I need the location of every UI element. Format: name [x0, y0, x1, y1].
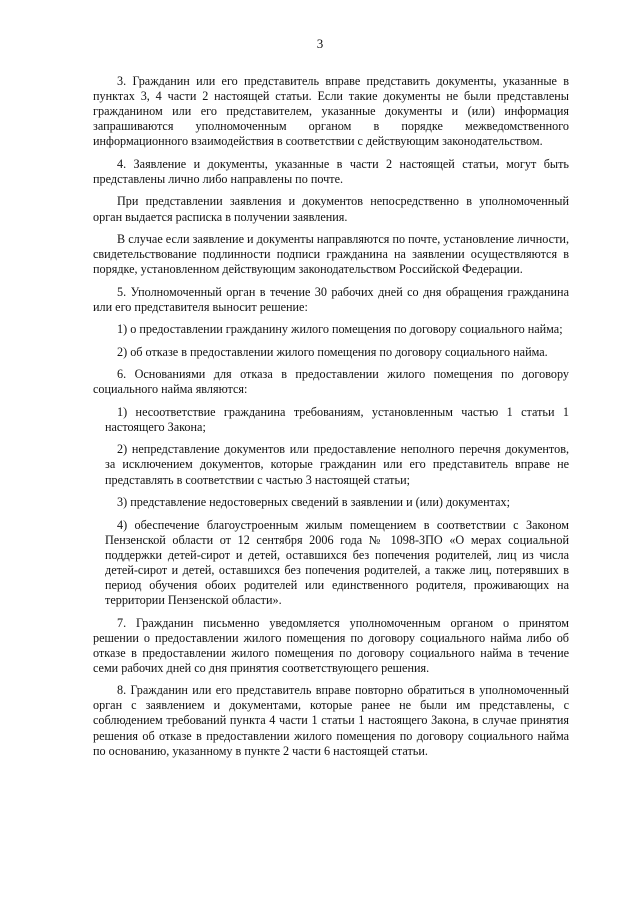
list-item-5-1: 1) о предоставлении гражданину жилого помещения по договору социального найма;: [117, 322, 563, 337]
list-item-6-1: 1) несоответствие гражданина требованиям, установленным частью 1 статьи 1 настоящего Закона;: [105, 404, 569, 434]
paragraph-7-notification: 7. Гражданин письменно уведомляется уполномоченным органом о принятом решении о предоставлении жилого помещения по договору социального найма либо об отказе в предоставлении жилого помещения по договору социального найма в течение семи рабочих дней со дня принятия соответствующего решения.: [93, 615, 569, 675]
paragraph-mail: В случае если заявление и документы направляются по почте, установление личности, свидетельствование подлинности подписи гражданина на заявлении осуществляются в порядке, установленном действующим законодательством Российской Федерации.: [93, 232, 569, 277]
document-body: [93, 74, 569, 766]
paragraph-6-grounds: 6. Основаниями для отказа в предоставлении жилого помещения по договору социального найма являются:: [93, 367, 569, 397]
list-item-6-3: 3) представление недостоверных сведений в заявлении и (или) документах;: [117, 495, 510, 510]
list-item-6-2: 2) непредставление документов или предоставление неполного перечня документов, за исключением документов, которые гражданин или его представитель вправе не представлять в соответствии с частью 3 настоящей статьи;: [105, 442, 569, 487]
paragraph-8-reapply: 8. Гражданин или его представитель вправе повторно обратиться в уполномоченный орган с заявлением и документами, которые ранее не были им представлены, с соблюдением требований пункта 4 части 1 статьи 1 настоящего Закона, в случае принятия решения об отказе в предоставлении жилого помещения по договору социального найма по основанию, указанному в пункте 2 части 6 настоящей статьи.: [93, 683, 569, 758]
paragraph-5-decision: 5. Уполномоченный орган в течение 30 рабочих дней со дня обращения гражданина или его представителя выносит решение:: [93, 284, 569, 314]
paragraph-3-documents: 3. Гражданин или его представитель вправе представить документы, указанные в пунктах 3, 4 части 2 настоящей статьи. Если такие документы не были представлены гражданином или его представителем, указанные документы и (или) информация запрашиваются уполномоченным органом в порядке межведомственного информационного взаимодействия в соответствии с действующим законодательством.: [93, 74, 569, 149]
list-item-6-4: 4) обеспечение благоустроенным жилым помещением в соответствии с Законом Пензенской области от 12 сентября 2006 года № 1098-ЗПО «О мерах социальной поддержки детей-сирот и детей, оставшихся без попечения родителей, лиц из числа детей-сирот и детей, оставшихся без попечения родителей, а также лиц, потерявших в период обучения обоих родителей или единственного родителя, проживающих на территории Пензенской области».: [105, 517, 569, 608]
list-item-5-2: 2) об отказе в предоставлении жилого помещения по договору социального найма.: [117, 344, 548, 359]
page-number: 3: [316, 36, 324, 51]
paragraph-4-submission: 4. Заявление и документы, указанные в части 2 настоящей статьи, могут быть представлены лично либо направлены по почте.: [93, 156, 569, 186]
paragraph-receipt: При представлении заявления и документов непосредственно в уполномоченный орган выдается расписка в получении заявления.: [93, 194, 569, 224]
